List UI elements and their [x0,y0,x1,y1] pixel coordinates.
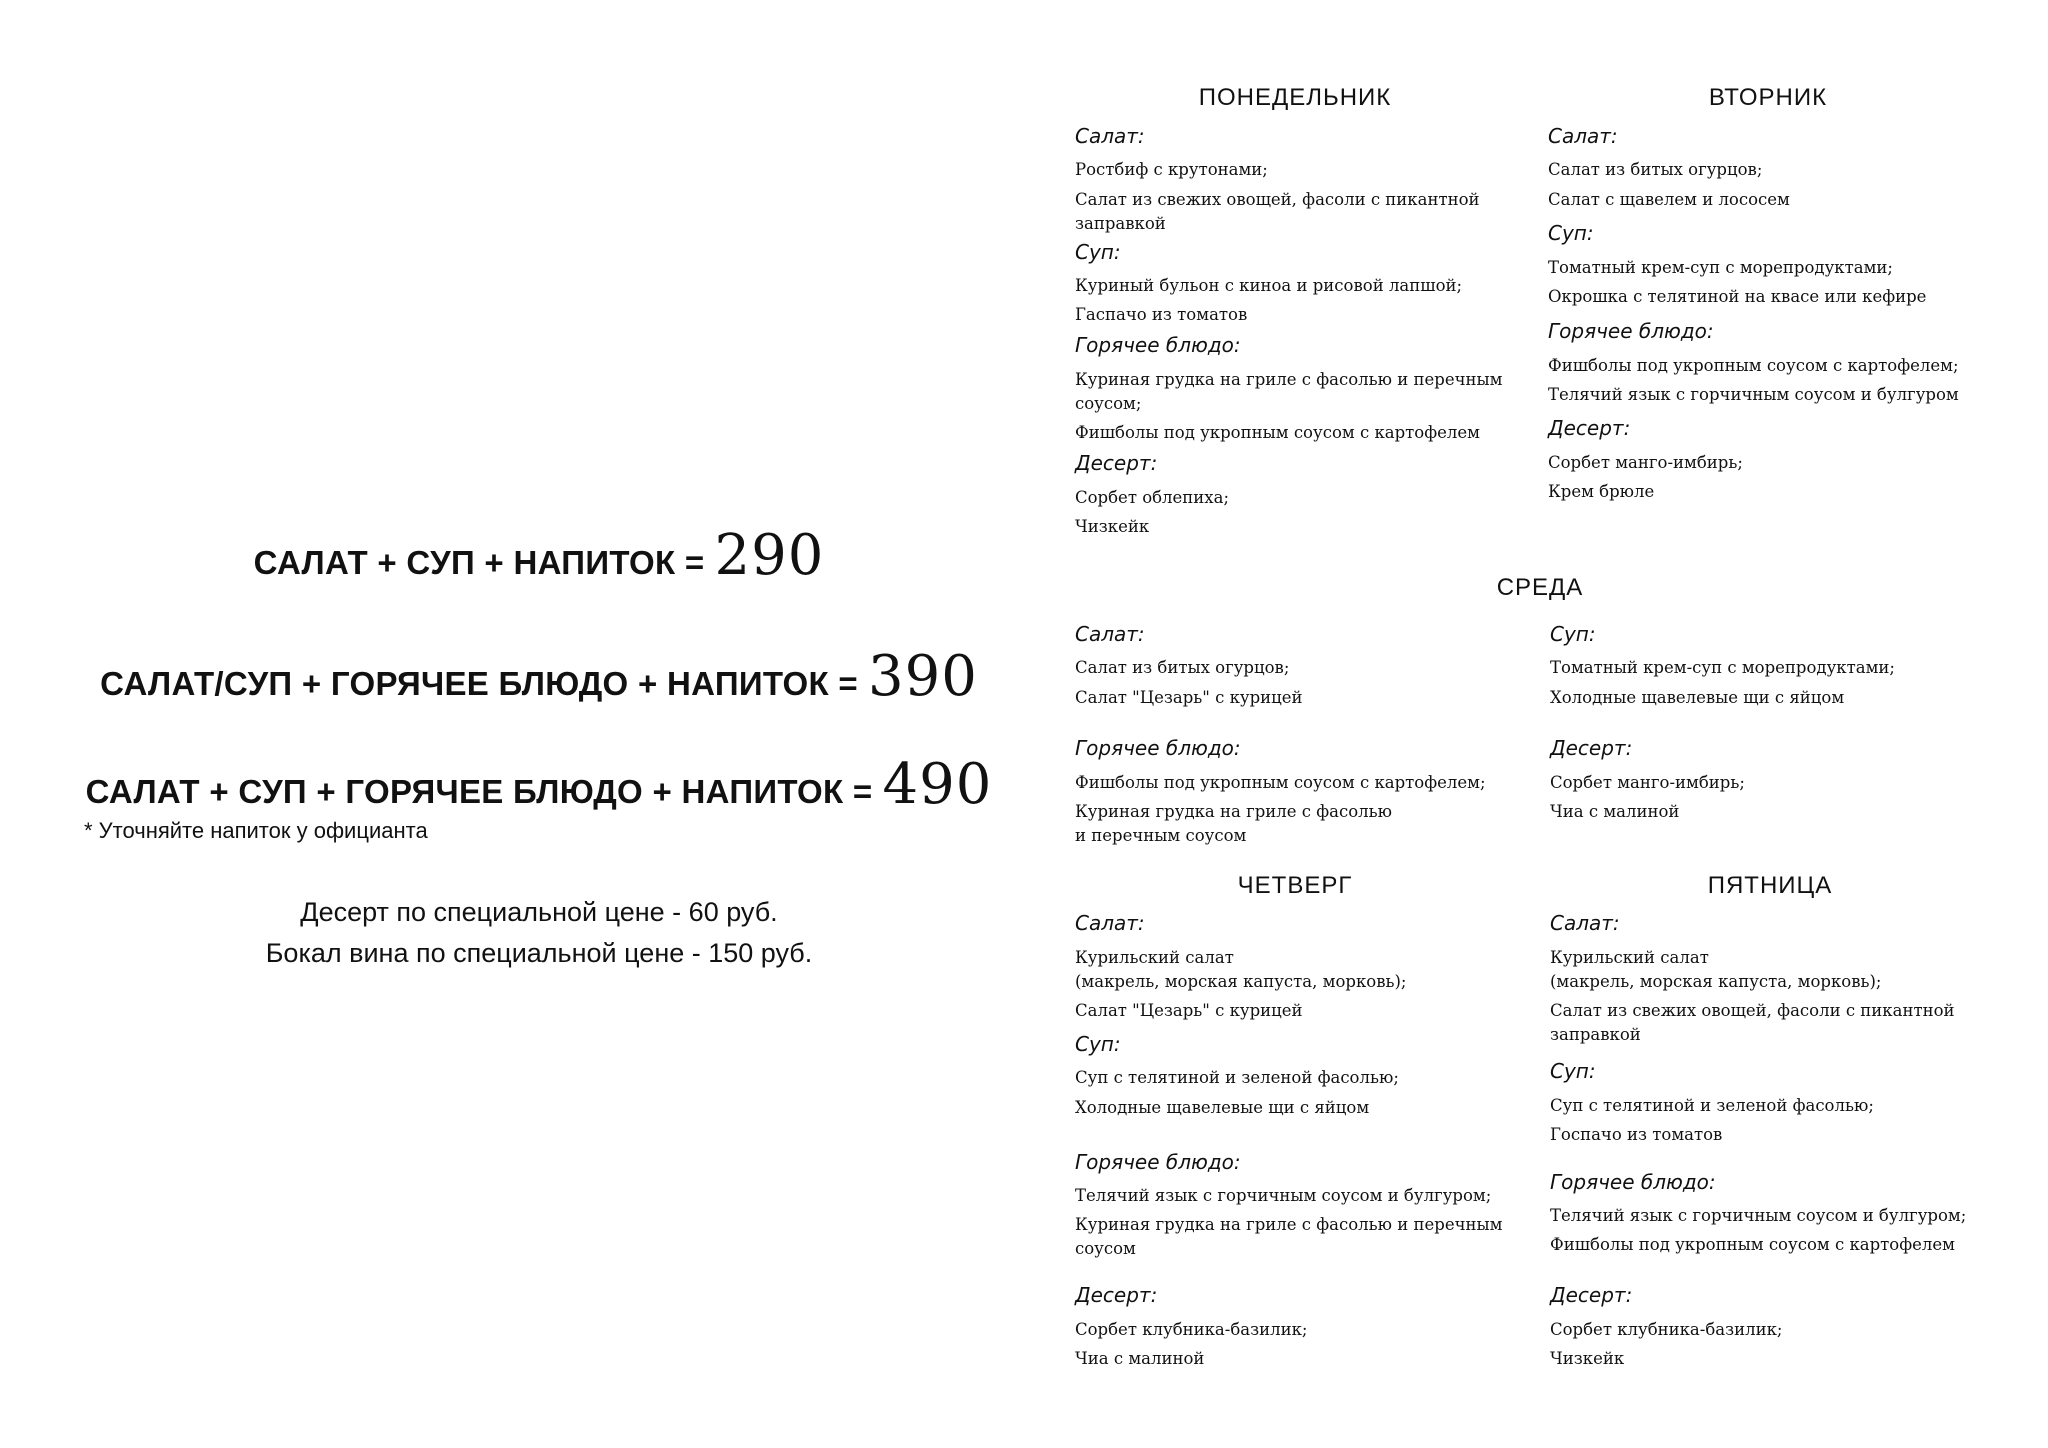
friday-hot-1: Телячий язык с горчичным соусом и булгуром; [1550,1206,1967,1225]
monday-salad-heading: Салат: [1075,124,1145,148]
wednesday-hot-2: Куриная грудка на гриле с фасолью [1075,802,1393,821]
tuesday-dessert-1: Сорбет манго-имбирь; [1548,453,1743,472]
wednesday-soup-2: Холодные щавелевые щи с яйцом [1550,688,1845,707]
combo-2-price: 390 [867,644,978,709]
friday-hot-2: Фишболы под укропным соусом с картофелем [1550,1235,1955,1254]
monday-soup-2: Гаспачо из томатов [1075,305,1248,324]
monday-dessert-2: Чизкейк [1075,517,1150,536]
day-title-wednesday: СРЕДА [1496,574,1584,601]
thursday-hot-heading: Горячее блюдо: [1075,1150,1241,1174]
tuesday-salad-1: Салат из битых огурцов; [1548,160,1763,179]
combo-2-label: САЛАТ/СУП + ГОРЯЧЕЕ БЛЮДО + НАПИТОК = [100,665,858,702]
wednesday-hot-1: Фишболы под укропным соусом с картофелем; [1075,773,1486,792]
friday-dessert-heading: Десерт: [1550,1283,1633,1307]
wednesday-dessert-2: Чиа с малиной [1550,802,1680,821]
wednesday-dessert-1: Сорбет манго-имбирь; [1550,773,1745,792]
thursday-salad-1: Курильский салат [1075,948,1234,967]
monday-salad-1: Ростбиф с крутонами; [1075,160,1268,179]
thursday-soup-2: Холодные щавелевые щи с яйцом [1075,1098,1370,1117]
monday-dessert-heading: Десерт: [1075,451,1158,475]
friday-salad-2-cont: заправкой [1550,1025,1641,1044]
tuesday-salad-heading: Салат: [1548,124,1618,148]
monday-soup-heading: Суп: [1075,240,1121,264]
thursday-hot-1: Телячий язык с горчичным соусом и булгуром; [1075,1186,1492,1205]
tuesday-soup-heading: Суп: [1548,221,1594,245]
monday-dessert-1: Сорбет облепиха; [1075,488,1230,507]
tuesday-hot-2: Телячий язык с горчичным соусом и булгуром [1548,385,1959,404]
monday-soup-1: Куриный бульон с киноа и рисовой лапшой; [1075,276,1463,295]
wednesday-soup-heading: Суп: [1550,622,1596,646]
monday-salad-2-cont: заправкой [1075,214,1166,233]
tuesday-hot-heading: Горячее блюдо: [1548,319,1714,343]
thursday-dessert-1: Сорбет клубника-базилик; [1075,1320,1308,1339]
day-title-tuesday: ВТОРНИК [1708,84,1828,111]
combo-offer-3 [0,752,1078,817]
monday-hot-1-cont: соусом; [1075,394,1142,413]
thursday-salad-1-cont: (макрель, морская капуста, морковь); [1075,972,1407,991]
wednesday-salad-1: Салат из битых огурцов; [1075,658,1290,677]
tuesday-dessert-2: Крем брюле [1548,482,1655,501]
wednesday-dessert-heading: Десерт: [1550,736,1633,760]
friday-salad-1: Курильский салат [1550,948,1709,967]
friday-soup-2: Госпачо из томатов [1550,1125,1723,1144]
thursday-dessert-2: Чиа с малиной [1075,1349,1205,1368]
day-title-friday: ПЯТНИЦА [1707,872,1833,899]
thursday-hot-2-cont: соусом [1075,1239,1136,1258]
wednesday-salad-2: Салат "Цезарь" с курицей [1075,688,1303,707]
monday-hot-heading: Горячее блюдо: [1075,333,1241,357]
day-title-monday: ПОНЕДЕЛЬНИК [1198,84,1392,111]
friday-dessert-1: Сорбет клубника-базилик; [1550,1320,1783,1339]
monday-hot-1: Куриная грудка на гриле с фасолью и перечным [1075,370,1503,389]
drink-note: * Уточняйте напиток у официанта [84,818,428,843]
tuesday-hot-1: Фишболы под укропным соусом с картофелем; [1548,356,1959,375]
monday-salad-2: Салат из свежих овощей, фасоли с пикантной [1075,190,1480,209]
thursday-hot-2: Куриная грудка на гриле с фасолью и перечным [1075,1215,1503,1234]
friday-hot-heading: Горячее блюдо: [1550,1170,1716,1194]
thursday-dessert-heading: Десерт: [1075,1283,1158,1307]
wine-special-offer: Бокал вина по специальной цене - 150 руб. [265,938,813,968]
combo-3-price: 490 [882,752,993,817]
wednesday-hot-2-cont: и перечным соусом [1075,826,1247,845]
wednesday-soup-1: Томатный крем-суп с морепродуктами; [1550,658,1895,677]
friday-salad-1-cont: (макрель, морская капуста, морковь); [1550,972,1882,991]
thursday-soup-heading: Суп: [1075,1032,1121,1056]
dessert-special-offer: Десерт по специальной цене - 60 руб. [300,897,778,927]
friday-soup-heading: Суп: [1550,1059,1596,1083]
friday-salad-2: Салат из свежих овощей, фасоли с пикантной [1550,1001,1955,1020]
day-title-thursday: ЧЕТВЕРГ [1237,872,1353,899]
friday-dessert-2: Чизкейк [1550,1349,1625,1368]
tuesday-soup-1: Томатный крем-суп с морепродуктами; [1548,258,1893,277]
wednesday-salad-heading: Салат: [1075,622,1145,646]
friday-salad-heading: Салат: [1550,911,1620,935]
thursday-soup-1: Суп с телятиной и зеленой фасолью; [1075,1068,1399,1087]
thursday-salad-heading: Салат: [1075,911,1145,935]
friday-soup-1: Суп с телятиной и зеленой фасолью; [1550,1096,1874,1115]
monday-hot-2: Фишболы под укропным соусом с картофелем [1075,423,1480,442]
tuesday-dessert-heading: Десерт: [1548,416,1631,440]
combo-3-label: САЛАТ + СУП + ГОРЯЧЕЕ БЛЮДО + НАПИТОК = [85,773,873,810]
tuesday-salad-2: Салат с щавелем и лососем [1548,190,1790,209]
combo-offer-2 [0,644,1078,709]
thursday-salad-2: Салат "Цезарь" с курицей [1075,1001,1303,1020]
combo-1-price: 290 [714,523,825,588]
combo-1-label: САЛАТ + СУП + НАПИТОК = [253,544,705,581]
wednesday-hot-heading: Горячее блюдо: [1075,736,1241,760]
tuesday-soup-2: Окрошка с телятиной на квасе или кефире [1548,287,1927,306]
combo-offer-1 [0,523,1078,588]
